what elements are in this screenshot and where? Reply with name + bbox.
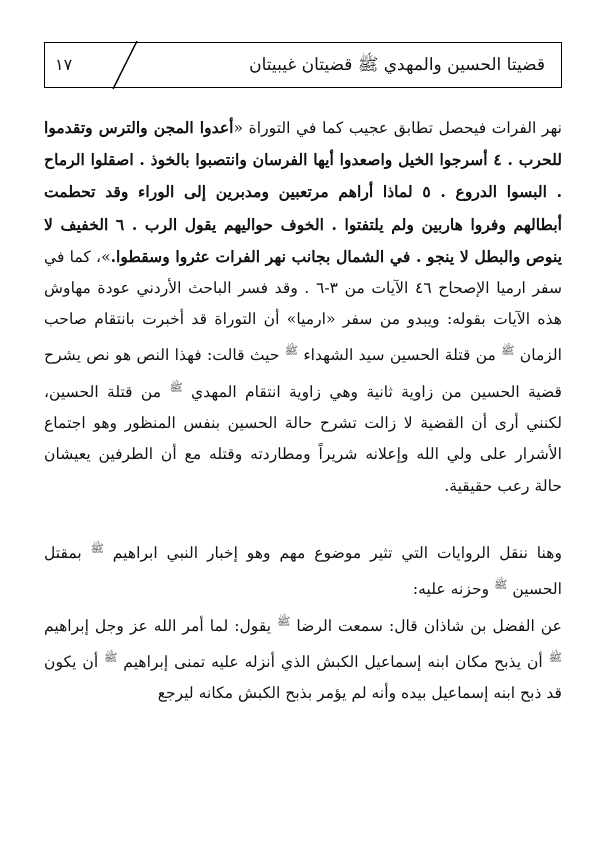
- salutation-glyph: ﷺ: [494, 578, 508, 592]
- salutation-glyph: ﷺ: [548, 650, 562, 664]
- salutation-glyph: ﷺ: [169, 380, 183, 394]
- salutation-glyph: ﷺ: [90, 541, 104, 555]
- header-diagonal-divider: [111, 41, 139, 89]
- paragraph-3: [44, 606, 562, 710]
- salutation-glyph: ﷺ: [284, 344, 299, 358]
- torah-quotation: أعدوا المجن والترس وتقدموا للحرب . ٤ أسرجوا الخيل واصعدوا أيها الفرسان وانتصبوا بالخوذ . اصقلوا الرماح . البسوا الدروع . ٥ لماذا أراهم مرتعبين ومدبرين إلى الوراء وقد تحطمت أبطالهم وفروا هاربين ولم يلتفتوا . الخوف حواليهم يقول الرب . ٦ الخفيف لا ينوص والبطل لا ينجو . في الشمال بجانب نهر الفرات عثروا وسقطوا.: [44, 118, 562, 266]
- text-run: »، كما في سفر ارميا الإصحاح ٤٦ الآيات من ٣-٦ . وقد فسر الباحث الأردني عودة مهاوش هذه الآيات بقوله: ويبدو من سفر «ارميا» أن التوراة قد أخبرت بانتقام صاحب الزمان: [44, 247, 563, 365]
- running-header: [44, 42, 562, 88]
- text-run: من قتلة الحسين سيد الشهداء: [298, 346, 502, 365]
- text-run: عن الفضل بن شاذان قال: سمعت الرضا: [290, 616, 562, 635]
- text-run: أن يذبح مكان ابنه إسماعيل الكبش الذي أنزله عليه تمنى إبراهيم: [117, 653, 549, 672]
- salutation-glyph: ﷺ: [501, 344, 515, 358]
- text-run: يقول: لما أمر الله عز وجل إبراهيم: [44, 616, 278, 635]
- text-run: من قتلة الحسين، لكنني أرى أن القضية لا زالت تشرح حالة الحسين بنفس المنظور وهو اجتماع الأشرار على ولي الله وإعلانه شريراً ومطاردته وقتله مع أن الطرفين يعيشان حالة رعب حقيقية.: [44, 383, 562, 495]
- text-run: وحزنه عليه:: [412, 580, 495, 599]
- page-number: ١٧: [55, 55, 73, 74]
- paragraph-1: [44, 112, 562, 502]
- body-text: [44, 112, 562, 710]
- paragraph-2: [44, 533, 562, 606]
- salutation-glyph: ﷺ: [277, 614, 291, 628]
- chapter-title: قضيتا الحسين والمهدي ﷺ قضيتان غيبيتان: [249, 55, 545, 75]
- text-run: أن يكون قد ذبح ابنه إسماعيل بيده وأنه لم يؤمر بذبح الكبش مكانه ليرجع: [44, 653, 562, 703]
- text-run: وهنا ننقل الروايات التي تثير موضوع مهم وهو إخبار النبي ابراهيم: [103, 544, 563, 562]
- salutation-glyph: ﷺ: [104, 650, 118, 664]
- text-run: بمقتل الحسين: [44, 544, 562, 599]
- text-run: نهر الفرات فيحصل تطابق عجيب كما في التوراة «: [233, 119, 563, 137]
- text-run: حيث قالت: فهذا النص هو نص يشرح قضية الحسين من زاوية ثانية وهي زاوية انتقام المهدي: [44, 346, 562, 401]
